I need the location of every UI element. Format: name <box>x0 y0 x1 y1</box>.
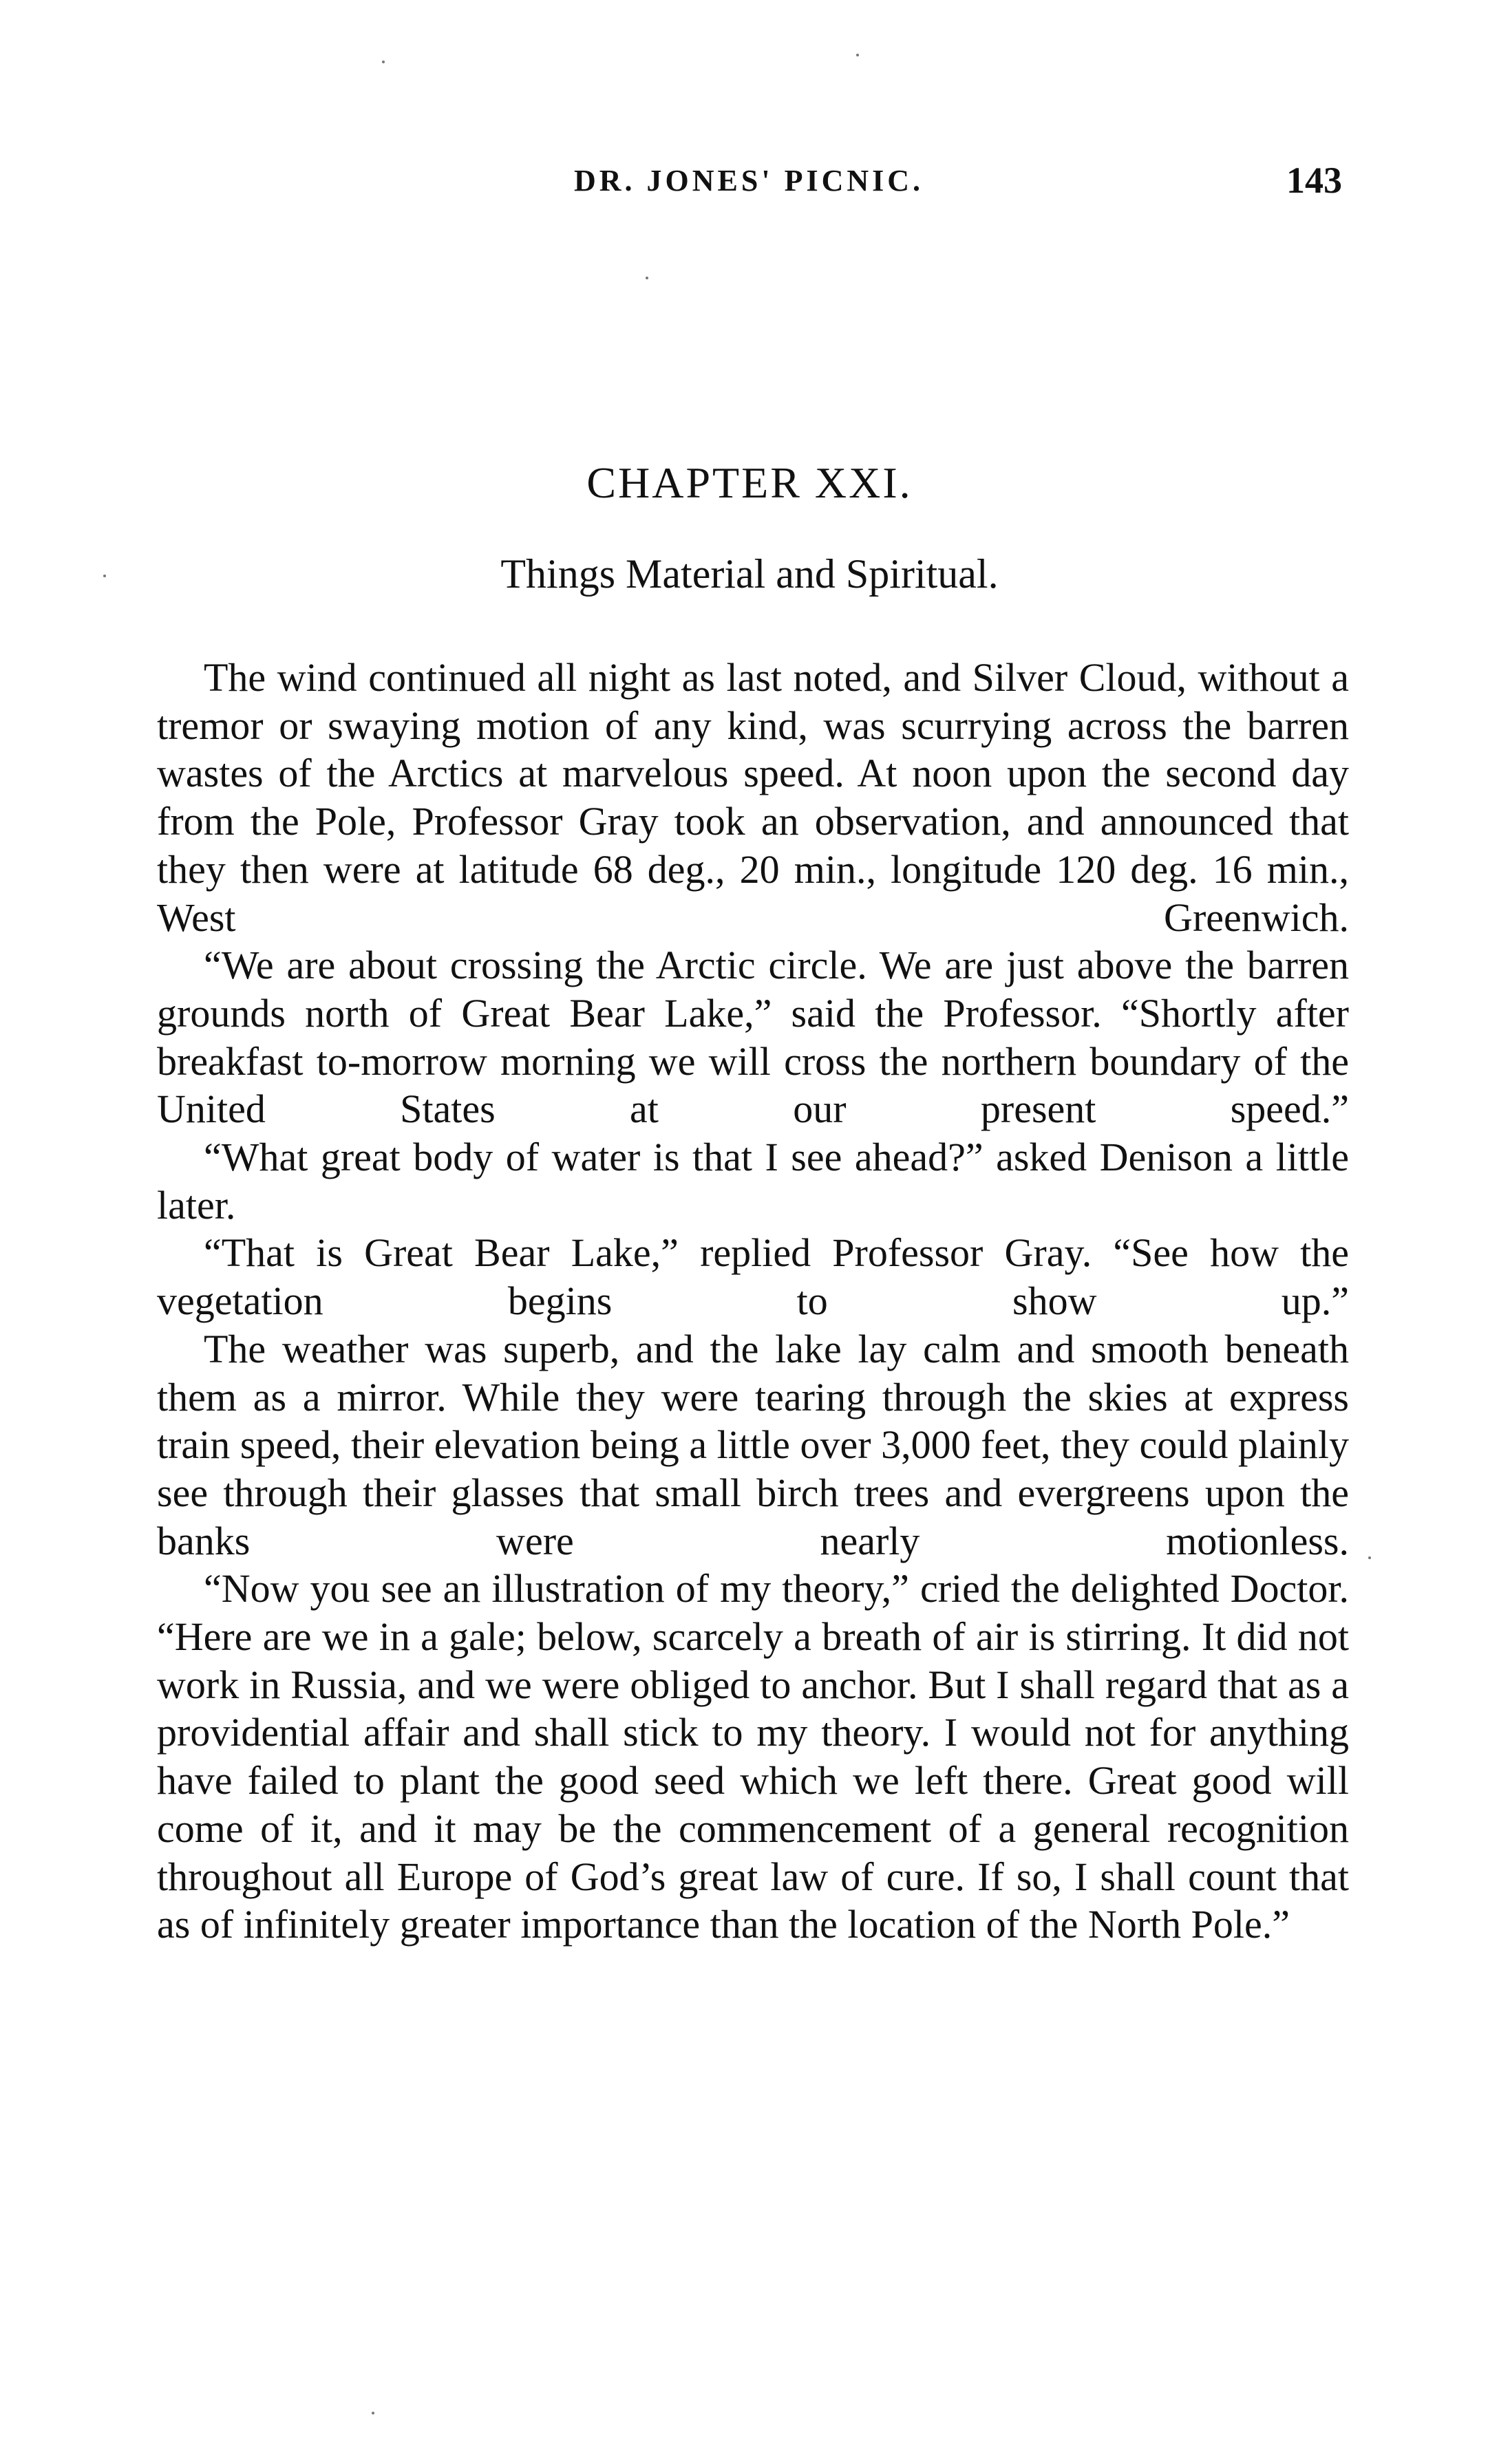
paragraph: The wind continued all night as last noted, and Silver Cloud, without a tremor or swaying motion of any kind, was scurrying across the barren wastes of the Arctics at marvelous speed. At noon upon the second day from the Pole, Professor Gray took an observation, and announced that they then were at latitude 68 deg., 20 min., longitude 120 deg. 16 min., West Greenwich. <box>157 655 1349 940</box>
page-number: 143 <box>1286 160 1342 201</box>
scan-speck <box>382 61 385 63</box>
paragraph: “Now you see an illustration of my theory,” cried the delighted Doctor. “Here are we in a gale; below, scarcely a breath of air is stirring. It did not work in Russia, and we were obliged to anchor. But I shall regard that as a providential affair and shall stick to my theory. I would not for anything have failed to plant the good seed which we left there. Great good will come of it, and it may be the commencement of a general recognition throughout all Europe of God’s great law of cure. If so, I shall count that as of infinitely greater importance than the location of the North Pole.” <box>157 1566 1349 1947</box>
chapter-subtitle: Things Material and Spiritual. <box>500 551 999 597</box>
running-header <box>156 148 1342 210</box>
running-title: DR. JONES' PICNIC. <box>573 164 924 197</box>
scan-speck <box>646 277 648 279</box>
scan-speck <box>372 2412 374 2414</box>
paragraph: The weather was superb, and the lake lay calm and smooth beneath them as a mirror. While they were tearing through the skies at express train speed, their elevation being a little over 3,000 feet, they could plainly see through their glasses that small birch trees and evergreens upon the banks were nearly motionless. <box>157 1326 1349 1563</box>
scan-speck <box>1368 1556 1371 1559</box>
paragraph: “We are about crossing the Arctic circle. We are just above the barren grounds north of Great Bear Lake,” said the Professor. “Shortly after breakfast to-morrow morning we will cross the northern boundary of the United States at our present speed.” <box>157 943 1349 1132</box>
paragraph: “What great body of water is that I see ahead?” asked Denison a little later. <box>157 1135 1349 1228</box>
scan-speck <box>856 54 859 56</box>
chapter-heading: CHAPTER XXI. <box>586 458 913 507</box>
paragraph: “That is Great Bear Lake,” replied Professor Gray. “See how the vegetation begins to show up.” <box>157 1230 1349 1324</box>
body-text <box>157 654 1349 1949</box>
